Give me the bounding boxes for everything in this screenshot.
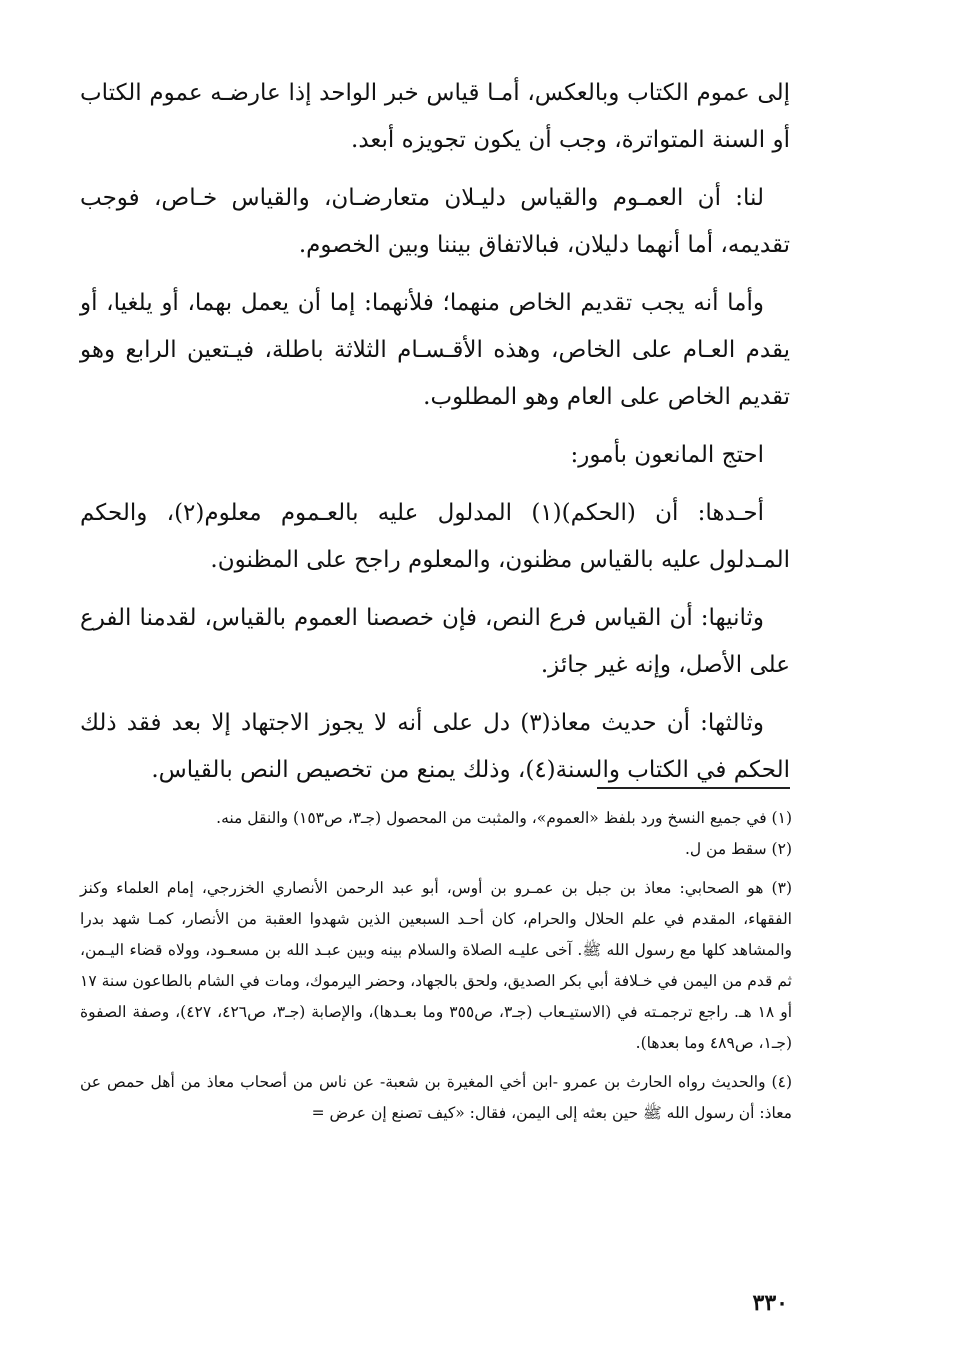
paragraph-6: وثانيها: أن القياس فرع النص، فإن خصصنا العموم بالقياس، لقدمنا الفرع على الأصل، وإنه غير جائز. [80,605,790,678]
paragraph-3: وأما أنه يجب تقديم الخاص منهما؛ فلأنهما: إما أن يعمل بهما، أو يلغيا، أو يقدم العـام على الخاص، وهذه الأقـسـام الثلاثة باطلة، فيـتعين الرابع وهو تقديم الخاص على العام وهو المطلوب. [80,290,790,410]
footnote-1: (١) في جميع النسخ ورد بلفظ «العموم»، والمثبت من المحصول (جـ٣، ص١٥٣) والنقل منه. [216,809,792,827]
footnote-2: (٢) سقط من ل. [684,840,792,858]
paragraph-2: لنا: أن العمـوم والقياس دليـلان متعارضـان، والقياس خـاص، فوجب تقديمه، أما أنهما دليلان، فبالاتفاق بيننا وبين الخصوم. [80,185,790,258]
paragraph-7: وثالثها: أن حديث معاذ(٣) دل على أنه لا يجوز الاجتهاد إلا بعد فقد ذلك الحكم في الكتاب والسنة(٤)، وذلك يمنع من تخصيص النص بالقياس. [80,710,790,783]
footnotes [80,803,792,1137]
footnote-divider [597,787,790,789]
footnote-3: (٣) هو الصحابي: معاذ بن جبل بن عمـرو بن أوس، أبو عبد الرحمن الأنصاري الخزرجي، إمام العلماء وكنز الفقهاء، المقدم في علم الحلال والحرام، كان أحـد السبعين الذين شهدوا العقبة من الأنصار، كمـا شهد بدرا والمشاهد كلها مع رسول الله ﷺ. آخى عليـه الصلاة والسلام بينه وبين عبـد الله بن مسعـود، وولاه قضاء اليـمن، ثم قدم من اليمن في خـلافة أبي بكر الصديق، ولحق بالجهاد، وحضر اليرموك، ومات في الشام بالطاعون سنة ١٧ أو ١٨ هـ. راجع ترجمـته في (الاستيـعاب (جـ٣، ص٣٥٥ وما بعـدها)، والإصابة (جـ٣، ص٤٢٦، ٤٢٧)، وصفة الصفوة (جـ١، ص٤٨٩ وما بعدها). [80,879,792,1052]
main-text [80,70,790,805]
page-number: ٣٣٠ [752,1290,788,1316]
paragraph-4: احتج المانعون بأمور: [570,442,764,468]
footnote-4: (٤) والحديث رواه الحارث بن عمرو -ابن أخي المغيرة بن شعبة- عن ناس من أصحاب معاذ من أهل حمص عن معاذ: أن رسول الله ﷺ حين بعثه إلى اليمن، فقال: «كيف تصنع إن عرض = [80,1073,792,1122]
paragraph-5: أحـدها: أن (الحكم)(١) المدلول عليه بالعـموم معلوم(٢)، والحكم المـدلول عليه بالقياس مظنون، والمعلوم راجح على المظنون. [80,500,790,573]
paragraph-1: إلى عموم الكتاب وبالعكس، أمـا قياس خبر الواحد إذا عارضـه عموم الكتاب أو السنة المتواترة، وجب أن يكون تجويزه أبعد. [80,80,790,153]
